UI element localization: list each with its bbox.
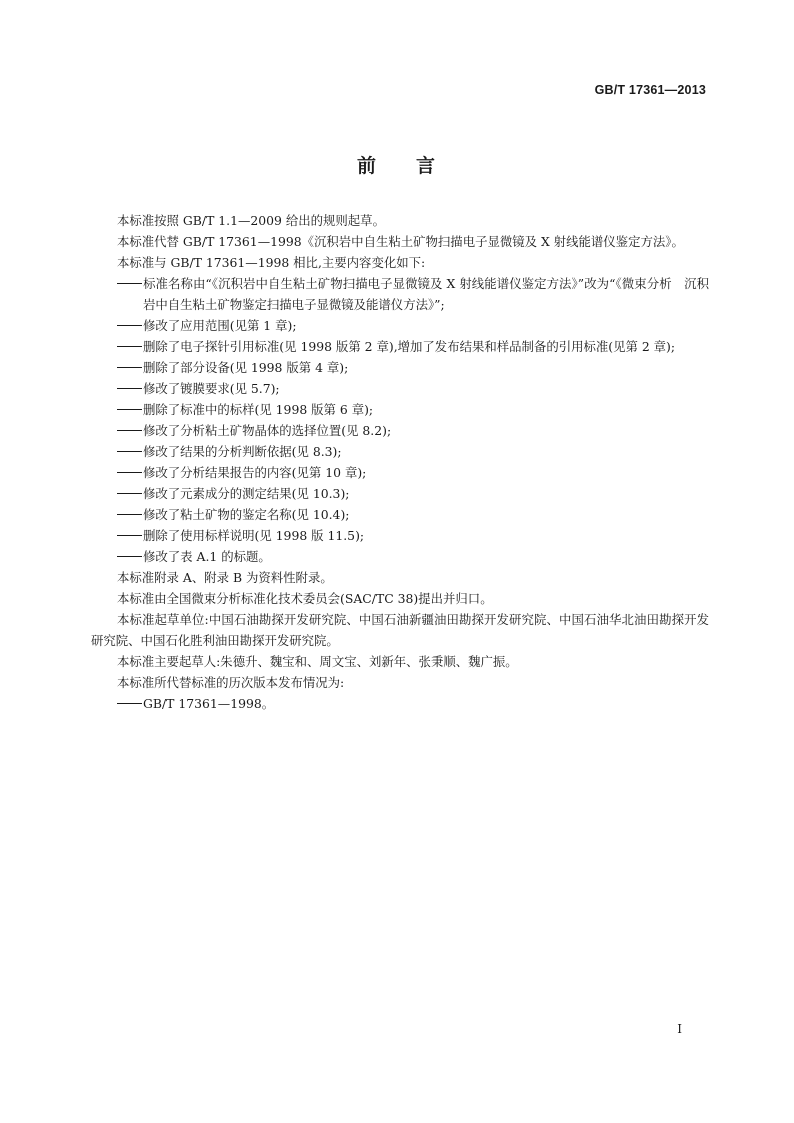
dash-icon xyxy=(117,698,143,708)
dash-icon xyxy=(117,551,143,561)
list-item: 修改了分析粘土矿物晶体的选择位置(见 8.2); xyxy=(91,420,709,441)
dash-icon xyxy=(117,509,143,519)
list-item: 删除了电子探针引用标准(见 1998 版第 2 章),增加了发布结果和样品制备的引用标准(见第 2 章); xyxy=(91,336,709,357)
list-item: 标准名称由“《沉积岩中自生粘土矿物扫描电子显微镜及 X 射线能谱仪鉴定方法》”改为“《微束分析 沉积岩中自生粘土矿物鉴定扫描电子显微镜及能谱仪方法》”; xyxy=(91,273,709,315)
list-item: 删除了使用标样说明(见 1998 版 11.5); xyxy=(91,525,709,546)
list-item: 修改了镀膜要求(见 5.7); xyxy=(91,378,709,399)
dash-icon xyxy=(117,362,143,372)
paragraph-appendices: 本标准附录 A、附录 B 为资料性附录。 xyxy=(117,570,333,585)
dash-icon xyxy=(117,425,143,435)
list-item: GB/T 17361—1998。 xyxy=(91,693,709,714)
standard-code: GB/T 17361—2013 xyxy=(594,83,706,97)
dash-icon xyxy=(117,383,143,393)
list-item: 修改了粘土矿物的鉴定名称(见 10.4); xyxy=(91,504,709,525)
page-title xyxy=(0,151,794,178)
list-item: 删除了部分设备(见 1998 版第 4 章); xyxy=(91,357,709,378)
page-number: I xyxy=(677,1022,682,1036)
title-char-2: 言 xyxy=(416,155,438,177)
dash-icon xyxy=(117,467,143,477)
paragraph-drafting-units: 本标准起草单位:中国石油勘探开发研究院、中国石油新疆油田勘探开发研究院、中国石油华北油田勘探开发研究院、中国石化胜利油田勘探开发研究院。 xyxy=(91,612,709,648)
list-item: 修改了分析结果报告的内容(见第 10 章); xyxy=(91,462,709,483)
paragraph-drafters: 本标准主要起草人:朱德升、魏宝和、周文宝、刘新年、张秉顺、魏广振。 xyxy=(117,654,518,669)
dash-icon xyxy=(117,530,143,540)
dash-icon xyxy=(117,341,143,351)
dash-icon xyxy=(117,278,143,288)
paragraph-history-intro: 本标准所代替标准的历次版本发布情况为: xyxy=(117,675,345,690)
dash-icon xyxy=(117,320,143,330)
changes-list xyxy=(91,273,709,567)
dash-icon xyxy=(117,446,143,456)
paragraph-replaces: 本标准代替 GB/T 17361—1998《沉积岩中自生粘土矿物扫描电子显微镜及 X 射线能谱仪鉴定方法》。 xyxy=(117,234,684,249)
list-item: 修改了表 A.1 的标题。 xyxy=(91,546,709,567)
foreword-body xyxy=(91,210,709,714)
dash-icon xyxy=(117,488,143,498)
paragraph-changes-intro: 本标准与 GB/T 17361—1998 相比,主要内容变化如下: xyxy=(117,255,426,270)
list-item: 修改了应用范围(见第 1 章); xyxy=(91,315,709,336)
paragraph-proposed-by: 本标准由全国微束分析标准化技术委员会(SAC/TC 38)提出并归口。 xyxy=(117,591,493,606)
history-list xyxy=(91,693,709,714)
dash-icon xyxy=(117,404,143,414)
list-item: 删除了标准中的标样(见 1998 版第 6 章); xyxy=(91,399,709,420)
paragraph-drafting-rules: 本标准按照 GB/T 1.1—2009 给出的规则起草。 xyxy=(117,213,385,228)
title-char-1: 前 xyxy=(356,155,378,177)
list-item: 修改了元素成分的测定结果(见 10.3); xyxy=(91,483,709,504)
list-item: 修改了结果的分析判断依据(见 8.3); xyxy=(91,441,709,462)
